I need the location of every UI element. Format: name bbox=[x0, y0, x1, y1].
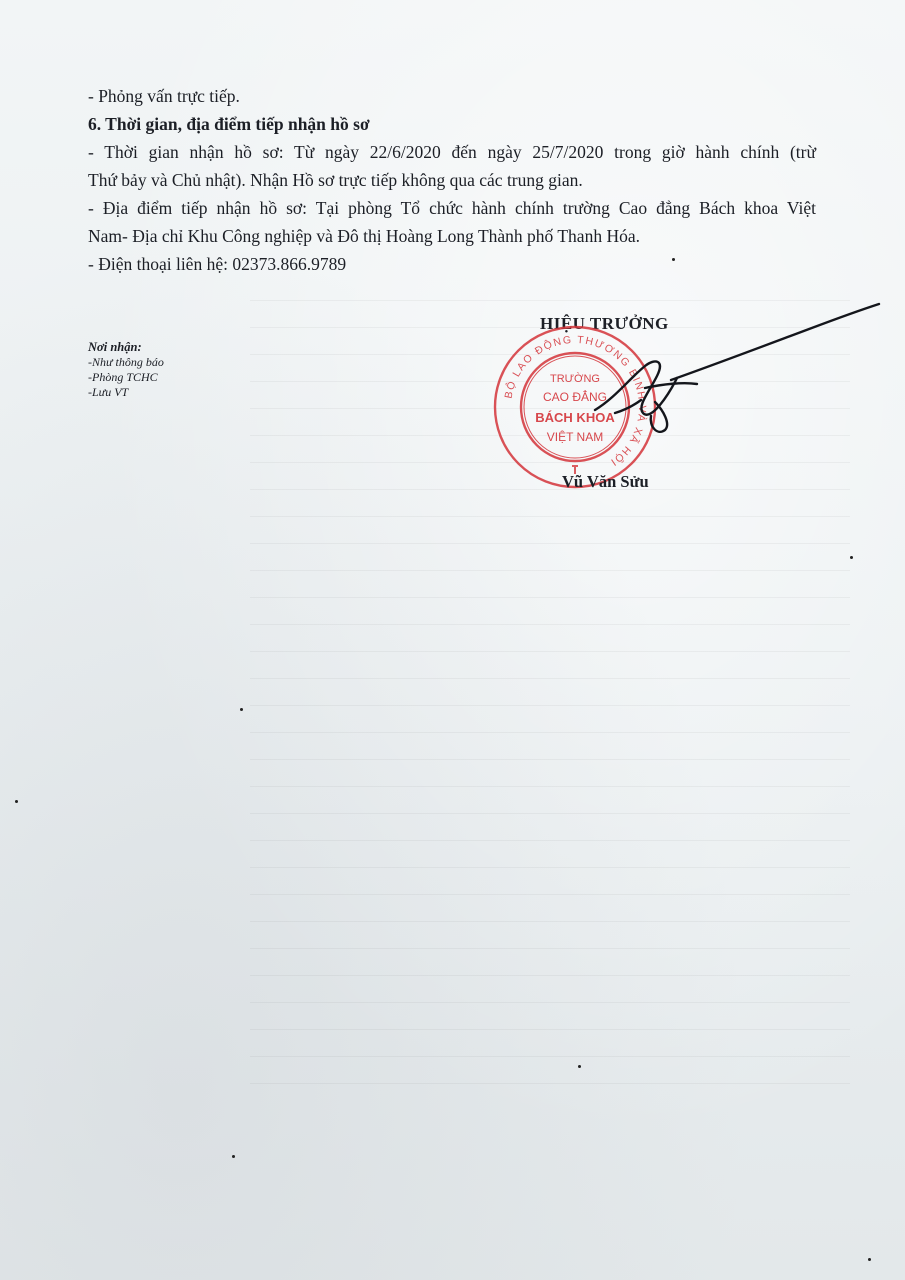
stamp-ring-text: BỘ LAO ĐỘNG THƯƠNG BINH VÀ XÃ HỘI bbox=[502, 333, 649, 469]
method-line: - Phỏng vấn trực tiếp. bbox=[88, 86, 240, 106]
document-body bbox=[88, 82, 816, 278]
recipient-item: -Lưu VT bbox=[88, 385, 129, 399]
recipient-item: -Như thông báo bbox=[88, 355, 164, 369]
stamp-line: TRƯỜNG bbox=[550, 373, 600, 385]
recipients-heading: Nơi nhận: bbox=[88, 340, 142, 354]
recipients-block bbox=[88, 340, 164, 400]
speck bbox=[868, 1258, 871, 1261]
speck bbox=[232, 1155, 235, 1158]
signer-name: Vũ Văn Sửu bbox=[562, 472, 649, 491]
recipient-item: -Phòng TCHC bbox=[88, 370, 158, 384]
stamp-line: VIỆT NAM bbox=[546, 430, 604, 444]
handwritten-signature bbox=[585, 298, 885, 448]
signer-title: HIỆU TRƯỞNG bbox=[540, 314, 669, 333]
speck bbox=[15, 800, 18, 803]
time-line-1: - Thời gian nhận hồ sơ: Từ ngày 22/6/2020 đến ngày 25/7/2020 trong giờ hành chính (trừ bbox=[88, 142, 816, 162]
time-line-2: Thứ bảy và Chủ nhật). Nhận Hồ sơ trực tiếp không qua các trung gian. bbox=[88, 170, 583, 190]
section-heading: 6. Thời gian, địa điểm tiếp nhận hồ sơ bbox=[88, 114, 370, 134]
speck bbox=[850, 556, 853, 559]
stamp-line: BÁCH KHOA bbox=[535, 410, 615, 425]
location-line-2: Nam- Địa chỉ Khu Công nghiệp và Đô thị Hoàng Long Thành phố Thanh Hóa. bbox=[88, 226, 640, 246]
phone-line: - Điện thoại liên hệ: 02373.866.9789 bbox=[88, 254, 347, 274]
speck bbox=[578, 1065, 581, 1068]
speck bbox=[240, 708, 243, 711]
speck bbox=[672, 258, 675, 261]
stamp-line: CAO ĐẲNG bbox=[542, 390, 608, 404]
location-line-1: - Địa điểm tiếp nhận hồ sơ: Tại phòng Tổ chức hành chính trường Cao đẳng Bách khoa Việt bbox=[88, 198, 816, 218]
